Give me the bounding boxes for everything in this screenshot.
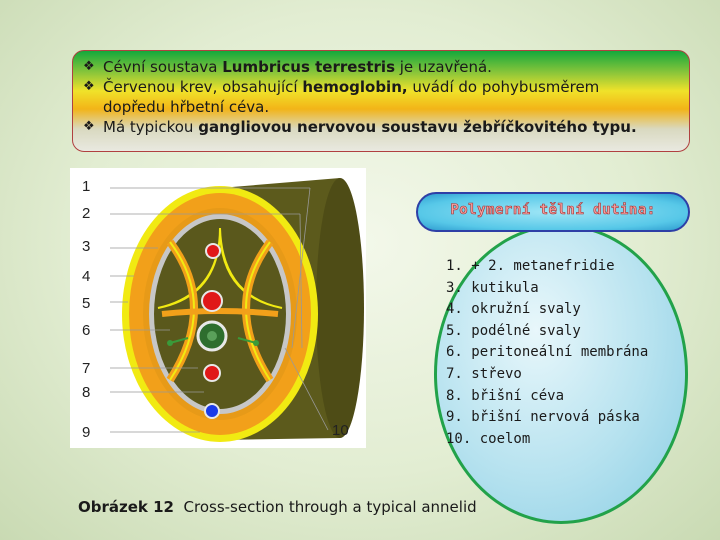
legend-item: 3. kutikula bbox=[446, 279, 539, 296]
legend-item: 10. coelom bbox=[446, 430, 531, 447]
diamond-bullet-icon: ❖ bbox=[83, 59, 95, 74]
legend-item: 4. okružní svaly bbox=[446, 301, 581, 318]
legend-item: 7. střevo bbox=[446, 365, 522, 382]
intestine-lumen bbox=[207, 331, 217, 341]
info-text: je uzavřená. bbox=[395, 58, 492, 76]
legend-item: 6. peritoneální membrána bbox=[446, 344, 649, 361]
info-bold: gangliovou nervovou soustavu žebříčkovitého typu. bbox=[198, 118, 637, 136]
info-line-2b: dopředu hřbetní céva. bbox=[103, 98, 270, 116]
info-box bbox=[72, 50, 690, 152]
info-text: Cévní soustava bbox=[103, 58, 223, 76]
legend-title-pill bbox=[416, 192, 690, 232]
info-line-1 bbox=[83, 57, 679, 77]
diagram-number-9: 9 bbox=[82, 424, 91, 441]
legend-title: Polymerní tělní dutina: bbox=[450, 202, 656, 218]
legend-item: 8. břišní céva bbox=[446, 387, 565, 404]
diagram-number-5: 5 bbox=[82, 295, 91, 312]
caption-text: Cross-section through a typical annelid bbox=[183, 498, 477, 516]
diagram-number-10: 10 bbox=[332, 422, 349, 439]
nephridium-left-dot bbox=[167, 340, 173, 346]
info-bold: hemoglobin, bbox=[302, 78, 408, 96]
diagram-number-3: 3 bbox=[82, 238, 91, 255]
metanephridium-red bbox=[202, 291, 222, 311]
diagram-number-4: 4 bbox=[82, 268, 91, 285]
legend-item: 9. břišní nervová páska bbox=[446, 409, 640, 426]
cylinder-end bbox=[316, 178, 364, 438]
ventral-nerve-cord bbox=[205, 404, 219, 418]
caption-label: Obrázek 12 bbox=[78, 498, 174, 516]
diagram-number-6: 6 bbox=[82, 322, 91, 339]
diagram-number-2: 2 bbox=[82, 205, 91, 222]
diagram-number-1: 1 bbox=[82, 178, 91, 195]
legend-item: 1. + 2. metanefridie bbox=[446, 258, 615, 274]
info-bold: Lumbricus terrestris bbox=[222, 58, 395, 76]
ventral-vessel bbox=[204, 365, 220, 381]
diagram-number-7: 7 bbox=[82, 360, 91, 377]
legend-list bbox=[446, 256, 648, 450]
info-line-3 bbox=[83, 117, 679, 137]
horizontal-arc bbox=[162, 311, 278, 314]
info-text: Červenou krev, obsahující bbox=[103, 78, 303, 96]
diamond-bullet-icon: ❖ bbox=[83, 119, 95, 134]
annelid-cross-section-diagram bbox=[70, 168, 366, 448]
diamond-bullet-icon: ❖ bbox=[83, 79, 95, 94]
dorsal-vessel bbox=[207, 245, 219, 257]
legend-item: 5. podélné svaly bbox=[446, 322, 581, 339]
info-line-2 bbox=[83, 77, 679, 97]
cross-section-svg bbox=[70, 168, 366, 448]
info-text: uvádí do pohybusměrem bbox=[407, 78, 600, 96]
figure-caption bbox=[78, 498, 477, 516]
nephridium-right-dot bbox=[253, 340, 259, 346]
diagram-number-8: 8 bbox=[82, 384, 91, 401]
info-text: Má typickou bbox=[103, 118, 199, 136]
